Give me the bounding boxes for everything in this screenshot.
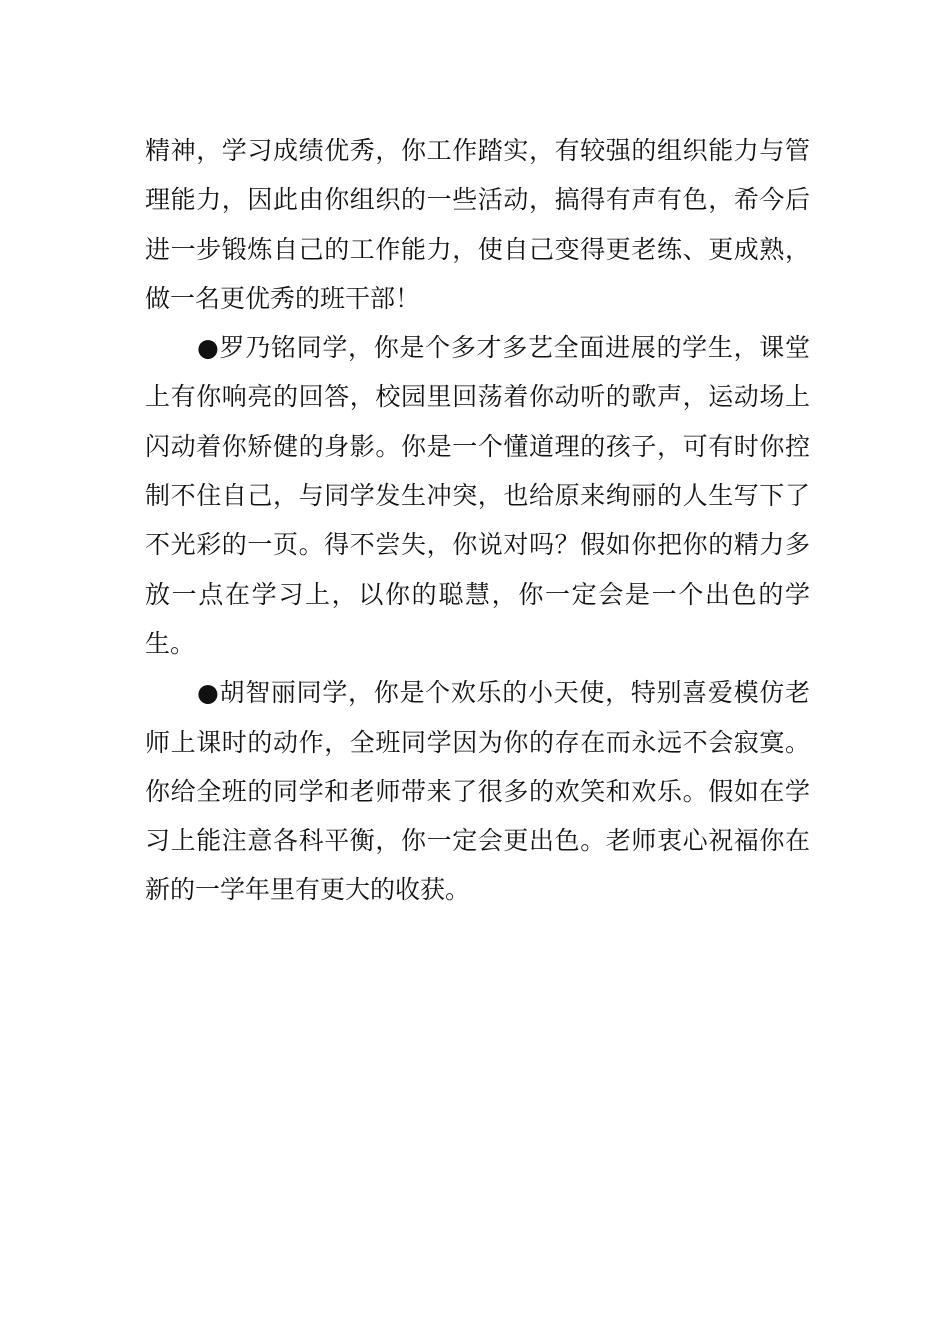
paragraph-continued <box>145 126 810 323</box>
bullet-icon: ● <box>197 333 220 363</box>
bullet-icon: ● <box>197 678 220 708</box>
paragraph-student-hu <box>145 668 810 914</box>
paragraph-text: 罗乃铭同学，你是个多才多艺全面进展的学生，课堂上有你响亮的回答，校园里回荡着你动听的歌声，运动场上闪动着你矫健的身影。你是一个懂道理的孩子，可有时你控制不住自己，与同学发生冲突，也给原来绚丽的人生写下了不光彩的一页。得不尝失，你说对吗？假如你把你的精力多放一点在学习上，以你的聪慧，你一定会是一个出色的学生。 <box>145 333 810 658</box>
paragraph-text: 精神，学习成绩优秀，你工作踏实，有较强的组织能力与管理能力，因此由你组织的一些活动，搞得有声有色，希今后进一步锻炼自己的工作能力，使自己变得更老练、更成熟，做一名更优秀的班干部！ <box>145 136 810 313</box>
document-body <box>145 126 810 915</box>
paragraph-text: 胡智丽同学，你是个欢乐的小天使，特别喜爱模仿老师上课时的动作，全班同学因为你的存在而永远不会寂寞。你给全班的同学和老师带来了很多的欢笑和欢乐。假如在学习上能注意各科平衡，你一定会更出色。老师衷心祝福你在新的一学年里有更大的收获。 <box>145 678 810 905</box>
paragraph-student-luo <box>145 323 810 668</box>
